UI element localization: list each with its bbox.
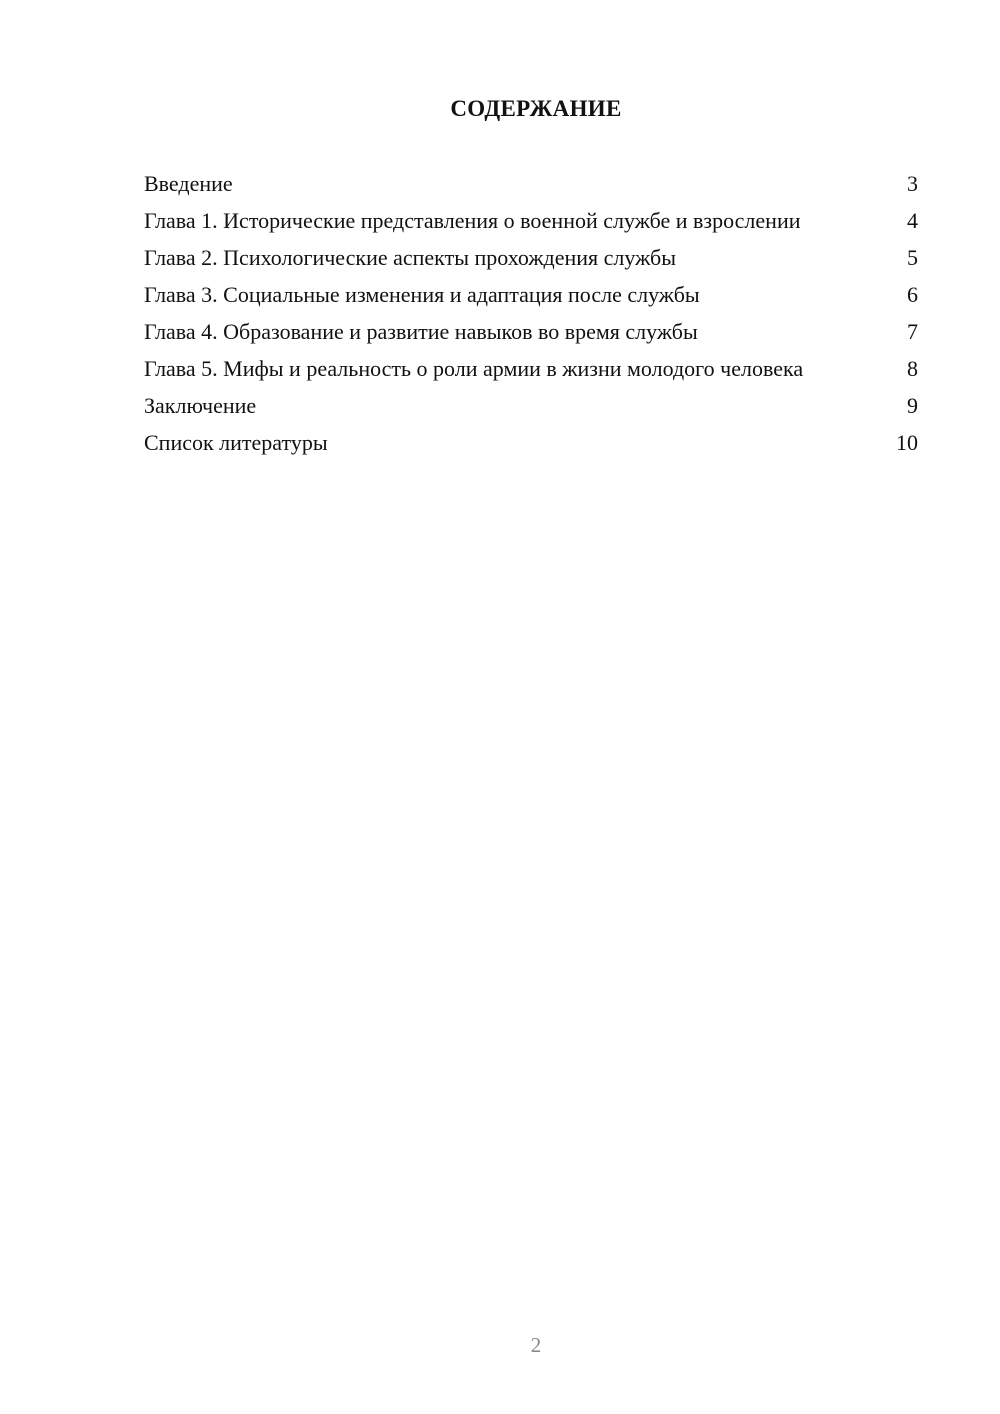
page-title: СОДЕРЖАНИЕ xyxy=(450,96,622,121)
toc-entry-page: 8 xyxy=(907,356,918,381)
toc-entry-title: Глава 1. Исторические представления о военной службе и взрослении xyxy=(144,208,801,233)
toc-entry-chapter-4[interactable] xyxy=(144,319,920,345)
toc-entry-title: Глава 3. Социальные изменения и адаптация после службы xyxy=(144,282,700,307)
toc-entry-page: 7 xyxy=(907,319,918,344)
toc-entry-conclusion[interactable] xyxy=(144,393,920,419)
table-of-contents xyxy=(144,171,920,467)
toc-entry-page: 9 xyxy=(907,393,918,418)
toc-entry-page: 4 xyxy=(907,208,918,233)
toc-entry-chapter-5[interactable] xyxy=(144,356,920,382)
toc-entry-title: Глава 2. Психологические аспекты прохождения службы xyxy=(144,245,676,270)
toc-entry-title: Заключение xyxy=(144,393,257,418)
toc-entry-page: 10 xyxy=(896,430,918,455)
toc-entry-page: 3 xyxy=(907,171,918,196)
toc-entry-introduction[interactable] xyxy=(144,171,920,197)
toc-entry-page: 6 xyxy=(907,282,918,307)
toc-entry-title: Введение xyxy=(144,171,233,196)
toc-entry-page: 5 xyxy=(907,245,918,270)
toc-entry-references[interactable] xyxy=(144,430,920,456)
toc-entry-chapter-3[interactable] xyxy=(144,282,920,308)
toc-entry-chapter-2[interactable] xyxy=(144,245,920,271)
page-number: 2 xyxy=(530,1333,542,1357)
toc-entry-chapter-1[interactable] xyxy=(144,208,920,234)
toc-entry-title: Глава 4. Образование и развитие навыков во время службы xyxy=(144,319,698,344)
toc-entry-title: Список литературы xyxy=(144,430,328,455)
toc-entry-title: Глава 5. Мифы и реальность о роли армии в жизни молодого человека xyxy=(144,356,804,381)
